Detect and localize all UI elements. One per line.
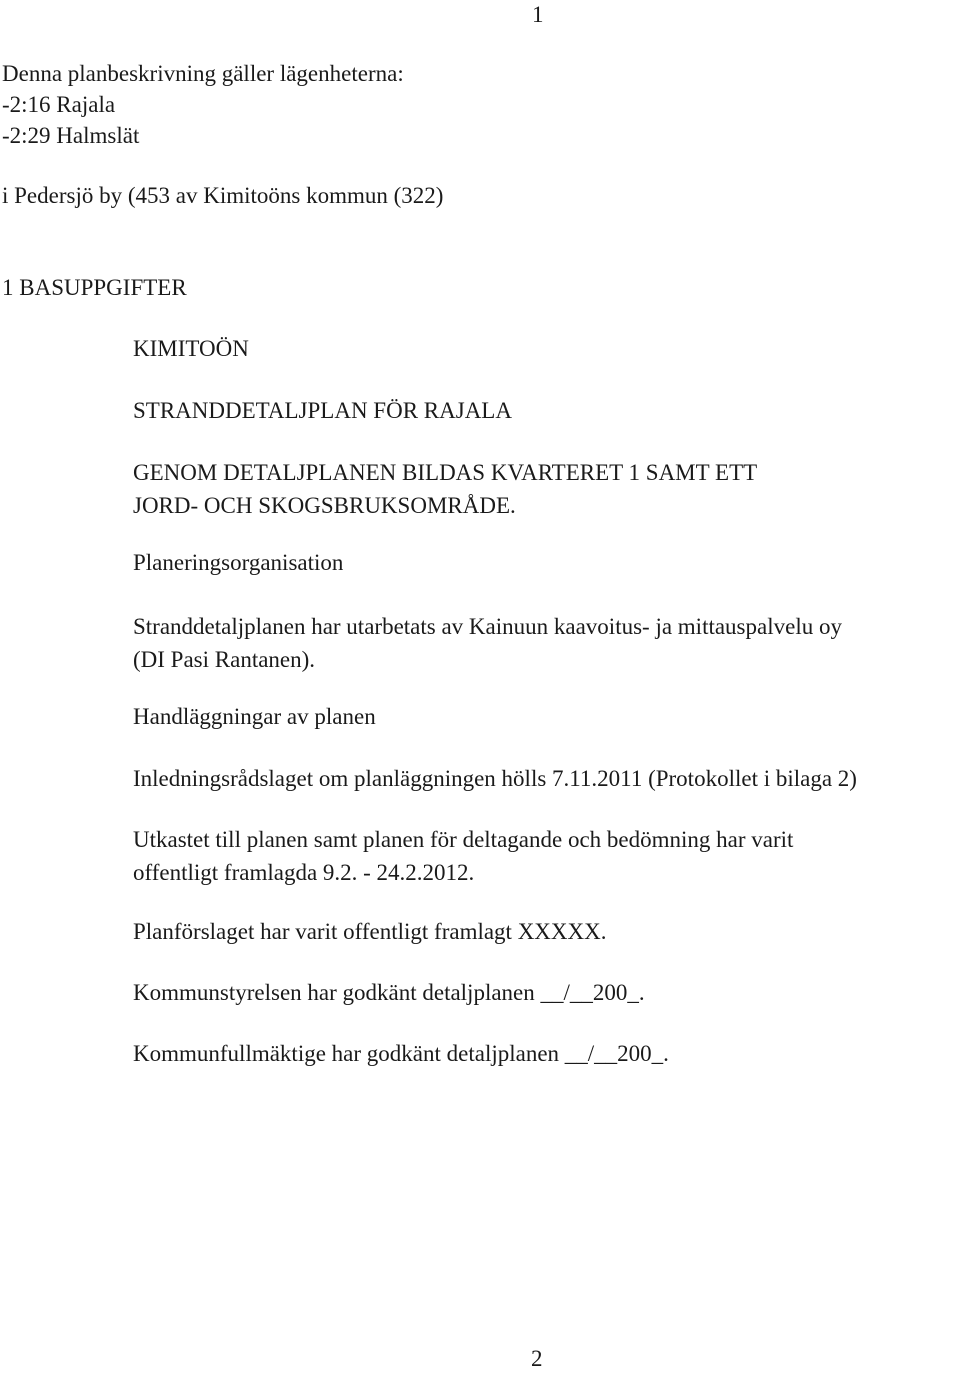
proceedings-item-2-line-2: offentligt framlagda 9.2. - 24.2.2012. <box>133 860 475 885</box>
organisation-heading: Planeringsorganisation <box>133 550 344 575</box>
plan-description-line-2: JORD- OCH SKOGSBRUKSOMRÅDE. <box>133 493 516 518</box>
plan-description-line-1: GENOM DETALJPLANEN BILDAS KVARTERET 1 SAMT ETT <box>133 460 758 485</box>
proceedings-item-1: Inledningsrådslaget om planläggningen hölls 7.11.2011 (Protokollet i bilaga 2) <box>133 766 857 791</box>
intro-line-4: i Pedersjö by (453 av Kimitoöns kommun (322) <box>2 183 444 208</box>
page-number-top: 1 <box>532 2 544 27</box>
proceedings-heading: Handläggningar av planen <box>133 704 376 729</box>
proceedings-item-2-line-1: Utkastet till planen samt planen för deltagande och bedömning har varit <box>133 827 794 852</box>
proceedings-item-5: Kommunfullmäktige har godkänt detaljplanen __/__200_. <box>133 1041 669 1066</box>
municipality-name: KIMITOÖN <box>133 336 249 361</box>
intro-line-1: Denna planbeskrivning gäller lägenheterna: <box>2 61 404 86</box>
intro-line-3: -2:29 Halmslät <box>2 123 140 148</box>
organisation-text <box>133 610 955 676</box>
organisation-text-line-1: Stranddetaljplanen har utarbetats av Kainuun kaavoitus- ja mittauspalvelu oy <box>133 614 842 639</box>
proceedings-item-4: Kommunstyrelsen har godkänt detaljplanen __/__200_. <box>133 980 645 1005</box>
plan-title: STRANDDETALJPLAN FÖR RAJALA <box>133 398 512 423</box>
proceedings-item-3: Planförslaget har varit offentligt framlagt XXXXX. <box>133 919 607 944</box>
organisation-text-line-2: (DI Pasi Rantanen). <box>133 647 316 672</box>
intro-line-2: -2:16 Rajala <box>2 92 116 117</box>
plan-description <box>133 456 955 522</box>
page-number-bottom: 2 <box>531 1346 543 1371</box>
proceedings-item-2 <box>133 823 955 889</box>
section-heading: 1 BASUPPGIFTER <box>2 275 187 300</box>
